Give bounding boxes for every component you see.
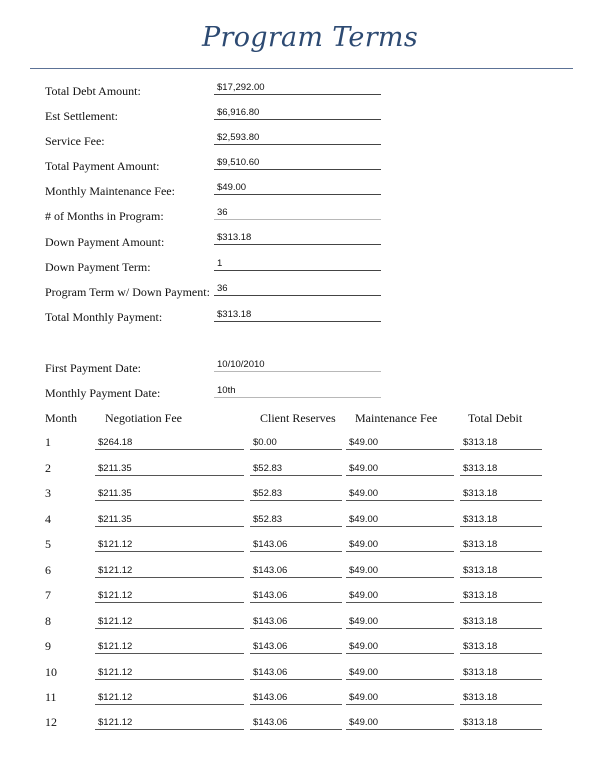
summary-field[interactable]: 36	[214, 207, 381, 220]
page-title: Program Terms	[202, 22, 418, 53]
total-debit-cell[interactable]: $313.18	[460, 565, 542, 578]
total-debit-cell[interactable]: $313.18	[460, 692, 542, 705]
header-client-reserves: Client Reserves	[260, 411, 336, 425]
total-debit-cell[interactable]: $313.18	[460, 590, 542, 603]
client-reserves-cell[interactable]: $143.06	[250, 616, 342, 629]
maintenance-fee-cell[interactable]: $49.00	[346, 437, 454, 450]
negotiation-fee-cell[interactable]: $264.18	[95, 437, 244, 450]
client-reserves-cell[interactable]: $143.06	[250, 667, 342, 680]
header-maintenance-fee: Maintenance Fee	[355, 411, 438, 425]
summary-label: Service Fee:	[45, 134, 105, 148]
maintenance-fee-cell[interactable]: $49.00	[346, 514, 454, 527]
summary-label: Down Payment Term:	[45, 260, 151, 274]
total-debit-cell[interactable]: $313.18	[460, 539, 542, 552]
maintenance-fee-cell[interactable]: $49.00	[346, 717, 454, 730]
summary-field[interactable]: $9,510.60	[214, 157, 381, 170]
monthly-payment-date-field[interactable]: 10th	[214, 385, 381, 398]
month-number: 1	[45, 435, 51, 449]
month-number: 3	[45, 486, 51, 500]
negotiation-fee-cell[interactable]: $121.12	[95, 717, 244, 730]
negotiation-fee-cell[interactable]: $121.12	[95, 641, 244, 654]
summary-label: Program Term w/ Down Payment:	[45, 285, 210, 299]
header-total-debit: Total Debit	[468, 411, 523, 425]
negotiation-fee-cell[interactable]: $121.12	[95, 539, 244, 552]
header-month: Month	[45, 411, 78, 425]
client-reserves-cell[interactable]: $143.06	[250, 539, 342, 552]
summary-field[interactable]: $17,292.00	[214, 82, 381, 95]
maintenance-fee-cell[interactable]: $49.00	[346, 667, 454, 680]
negotiation-fee-cell[interactable]: $121.12	[95, 565, 244, 578]
client-reserves-cell[interactable]: $143.06	[250, 692, 342, 705]
month-number: 5	[45, 537, 51, 551]
summary-label: Est Settlement:	[45, 109, 118, 123]
client-reserves-cell[interactable]: $143.06	[250, 717, 342, 730]
maintenance-fee-cell[interactable]: $49.00	[346, 692, 454, 705]
month-number: 11	[45, 690, 57, 704]
summary-label: # of Months in Program:	[45, 209, 164, 223]
month-number: 4	[45, 512, 51, 526]
client-reserves-cell[interactable]: $143.06	[250, 641, 342, 654]
first-payment-date-label: First Payment Date:	[45, 361, 141, 375]
total-debit-cell[interactable]: $313.18	[460, 514, 542, 527]
title-divider	[30, 68, 573, 69]
header-negotiation-fee: Negotiation Fee	[105, 411, 182, 425]
maintenance-fee-cell[interactable]: $49.00	[346, 641, 454, 654]
summary-field[interactable]: 36	[214, 283, 381, 296]
negotiation-fee-cell[interactable]: $121.12	[95, 692, 244, 705]
total-debit-cell[interactable]: $313.18	[460, 463, 542, 476]
negotiation-fee-cell[interactable]: $211.35	[95, 463, 244, 476]
client-reserves-cell[interactable]: $143.06	[250, 565, 342, 578]
summary-field[interactable]: $2,593.80	[214, 132, 381, 145]
total-debit-cell[interactable]: $313.18	[460, 667, 542, 680]
total-debit-cell[interactable]: $313.18	[460, 437, 542, 450]
client-reserves-cell[interactable]: $52.83	[250, 488, 342, 501]
negotiation-fee-cell[interactable]: $211.35	[95, 488, 244, 501]
negotiation-fee-cell[interactable]: $121.12	[95, 590, 244, 603]
summary-field[interactable]: $49.00	[214, 182, 381, 195]
month-number: 8	[45, 614, 51, 628]
maintenance-fee-cell[interactable]: $49.00	[346, 539, 454, 552]
total-debit-cell[interactable]: $313.18	[460, 641, 542, 654]
negotiation-fee-cell[interactable]: $121.12	[95, 616, 244, 629]
summary-label: Monthly Maintenance Fee:	[45, 184, 175, 198]
summary-label: Total Debt Amount:	[45, 84, 141, 98]
negotiation-fee-cell[interactable]: $211.35	[95, 514, 244, 527]
maintenance-fee-cell[interactable]: $49.00	[346, 590, 454, 603]
client-reserves-cell[interactable]: $0.00	[250, 437, 342, 450]
maintenance-fee-cell[interactable]: $49.00	[346, 488, 454, 501]
summary-label: Down Payment Amount:	[45, 235, 165, 249]
summary-label: Total Payment Amount:	[45, 159, 160, 173]
negotiation-fee-cell[interactable]: $121.12	[95, 667, 244, 680]
month-number: 10	[45, 665, 57, 679]
month-number: 9	[45, 639, 51, 653]
month-number: 6	[45, 563, 51, 577]
maintenance-fee-cell[interactable]: $49.00	[346, 463, 454, 476]
total-debit-cell[interactable]: $313.18	[460, 717, 542, 730]
client-reserves-cell[interactable]: $52.83	[250, 463, 342, 476]
total-debit-cell[interactable]: $313.18	[460, 616, 542, 629]
summary-label: Total Monthly Payment:	[45, 310, 163, 324]
month-number: 2	[45, 461, 51, 475]
monthly-payment-date-label: Monthly Payment Date:	[45, 386, 161, 400]
summary-field[interactable]: $313.18	[214, 232, 381, 245]
month-number: 12	[45, 715, 57, 729]
summary-field[interactable]: $313.18	[214, 309, 381, 322]
month-number: 7	[45, 588, 51, 602]
summary-field[interactable]: $6,916.80	[214, 107, 381, 120]
maintenance-fee-cell[interactable]: $49.00	[346, 616, 454, 629]
first-payment-date-field[interactable]: 10/10/2010	[214, 359, 381, 372]
summary-field[interactable]: 1	[214, 258, 381, 271]
maintenance-fee-cell[interactable]: $49.00	[346, 565, 454, 578]
total-debit-cell[interactable]: $313.18	[460, 488, 542, 501]
client-reserves-cell[interactable]: $52.83	[250, 514, 342, 527]
client-reserves-cell[interactable]: $143.06	[250, 590, 342, 603]
